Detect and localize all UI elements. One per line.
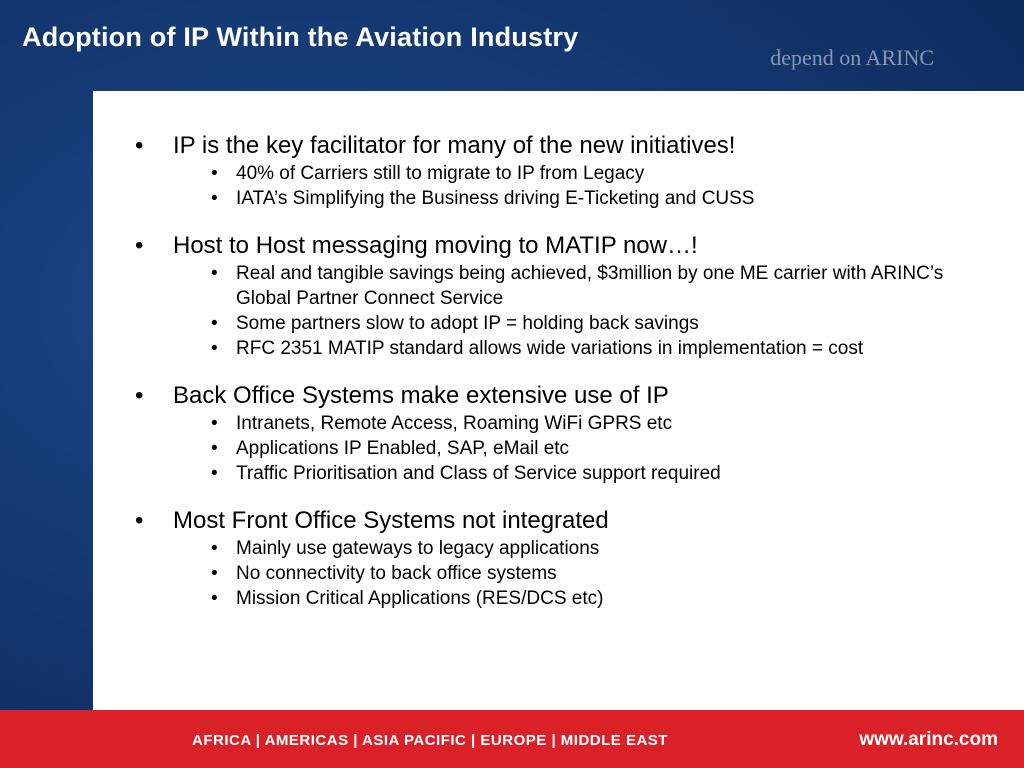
bullet-item [93,131,963,211]
bullet-item [93,506,963,611]
bullet-icon: • [135,232,144,259]
sub-bullet-item [173,461,963,486]
sub-bullet-icon: • [211,438,218,459]
sub-bullet-item [173,586,963,611]
sub-bullet-list [173,161,963,211]
sub-bullet-icon: • [211,413,218,434]
sub-bullet-item [173,411,963,436]
sub-bullet-icon: • [211,563,218,584]
footer-website: www.arinc.com [859,729,998,750]
sub-bullet-text: Mission Critical Applications (RES/DCS etc) [236,588,604,609]
sub-bullet-text: Real and tangible savings being achieved, $3million by one ME carrier with ARINC’s Global Partner Connect Service [236,263,944,309]
bullet-icon: • [135,132,144,159]
sub-bullet-text: Some partners slow to adopt IP = holding back savings [236,313,699,334]
sub-bullet-list [173,411,963,486]
sub-bullet-text: No connectivity to back office systems [236,563,557,584]
footer-bar [0,710,1024,768]
footer-regions: AFRICA | AMERICAS | ASIA PACIFIC | EUROPE | MIDDLE EAST [192,732,668,749]
sub-bullet-list [173,536,963,611]
sub-bullet-text: Traffic Prioritisation and Class of Service support required [236,463,721,484]
sub-bullet-text: Applications IP Enabled, SAP, eMail etc [236,438,570,459]
bullet-icon: • [135,382,144,409]
sub-bullet-icon: • [211,163,218,184]
brand-tagline: depend on ARINC [770,45,934,70]
bullet-text: Back Office Systems make extensive use of IP [173,382,669,409]
sub-bullet-text: Intranets, Remote Access, Roaming WiFi GPRS etc [236,413,673,434]
bullet-text: Most Front Office Systems not integrated [173,507,609,534]
sub-bullet-item [173,336,963,361]
bullet-text: Host to Host messaging moving to MATIP now…! [173,232,698,259]
content-panel [93,91,1024,710]
sub-bullet-item [173,311,963,336]
sub-bullet-item [173,536,963,561]
sub-bullet-icon: • [211,313,218,334]
sub-bullet-item [173,161,963,186]
sub-bullet-icon: • [211,463,218,484]
sub-bullet-text: IATA’s Simplifying the Business driving E-Ticketing and CUSS [236,188,755,209]
bullet-list [93,131,963,631]
bullet-item [93,381,963,486]
sub-bullet-text: 40% of Carriers still to migrate to IP from Legacy [236,163,645,184]
bullet-icon: • [135,507,144,534]
slide-title: Adoption of IP Within the Aviation Industry [22,22,579,52]
sub-bullet-icon: • [211,588,218,609]
sub-bullet-item [173,561,963,586]
sub-bullet-text: RFC 2351 MATIP standard allows wide variations in implementation = cost [236,338,864,359]
sub-bullet-item [173,186,963,211]
sub-bullet-icon: • [211,188,218,209]
sub-bullet-list [173,261,963,361]
bullet-item [93,231,963,361]
sub-bullet-icon: • [211,263,218,284]
sub-bullet-text: Mainly use gateways to legacy applications [236,538,600,559]
sub-bullet-item [173,436,963,461]
bullet-text: IP is the key facilitator for many of the new initiatives! [173,132,736,159]
sub-bullet-icon: • [211,338,218,359]
sub-bullet-icon: • [211,538,218,559]
sub-bullet-item [173,261,963,311]
